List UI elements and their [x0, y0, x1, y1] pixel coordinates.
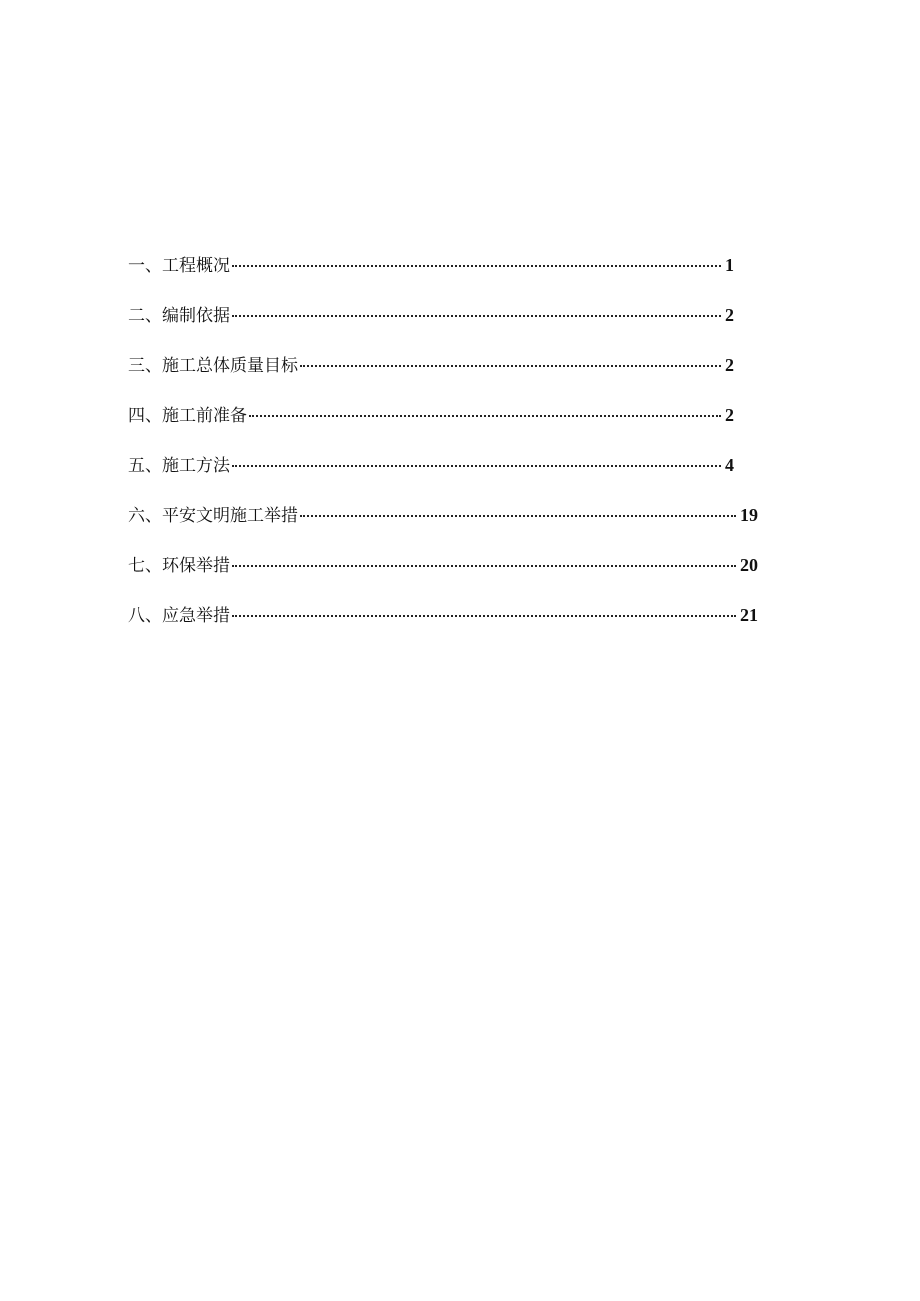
toc-dot-leader	[232, 265, 721, 267]
toc-entry-page: 2	[725, 405, 734, 425]
toc-dot-leader	[232, 615, 736, 617]
toc-entry-title: 八、应急举措	[128, 606, 230, 626]
toc-entry[interactable]	[128, 452, 758, 502]
toc-dot-leader	[232, 315, 721, 317]
toc-dot-leader	[249, 415, 721, 417]
toc-entry[interactable]	[128, 602, 758, 652]
toc-entry[interactable]	[128, 252, 758, 302]
toc-entry-title: 二、编制依据	[128, 306, 230, 326]
toc-entry[interactable]	[128, 352, 758, 402]
toc-entry[interactable]	[128, 502, 758, 552]
toc-entry[interactable]	[128, 302, 758, 352]
toc-entry[interactable]	[128, 552, 758, 602]
toc-entry-page: 19	[740, 505, 758, 525]
toc-dot-leader	[232, 465, 721, 467]
toc-dot-leader	[300, 515, 736, 517]
table-of-contents	[128, 252, 758, 652]
toc-entry-page: 21	[740, 605, 758, 625]
toc-entry-title: 四、施工前准备	[128, 406, 247, 426]
toc-entry-title: 七、环保举措	[128, 556, 230, 576]
toc-entry-title: 五、施工方法	[128, 456, 230, 476]
toc-entry-title: 六、平安文明施工举措	[128, 506, 298, 526]
toc-entry-page: 2	[725, 305, 734, 325]
toc-entry-title: 三、施工总体质量目标	[128, 356, 298, 376]
toc-entry-page: 1	[725, 255, 734, 275]
toc-dot-leader	[232, 565, 736, 567]
toc-entry-page: 20	[740, 555, 758, 575]
toc-dot-leader	[300, 365, 721, 367]
toc-entry-page: 4	[725, 455, 734, 475]
toc-entry[interactable]	[128, 402, 758, 452]
toc-entry-title: 一、工程概况	[128, 256, 230, 276]
toc-entry-page: 2	[725, 355, 734, 375]
